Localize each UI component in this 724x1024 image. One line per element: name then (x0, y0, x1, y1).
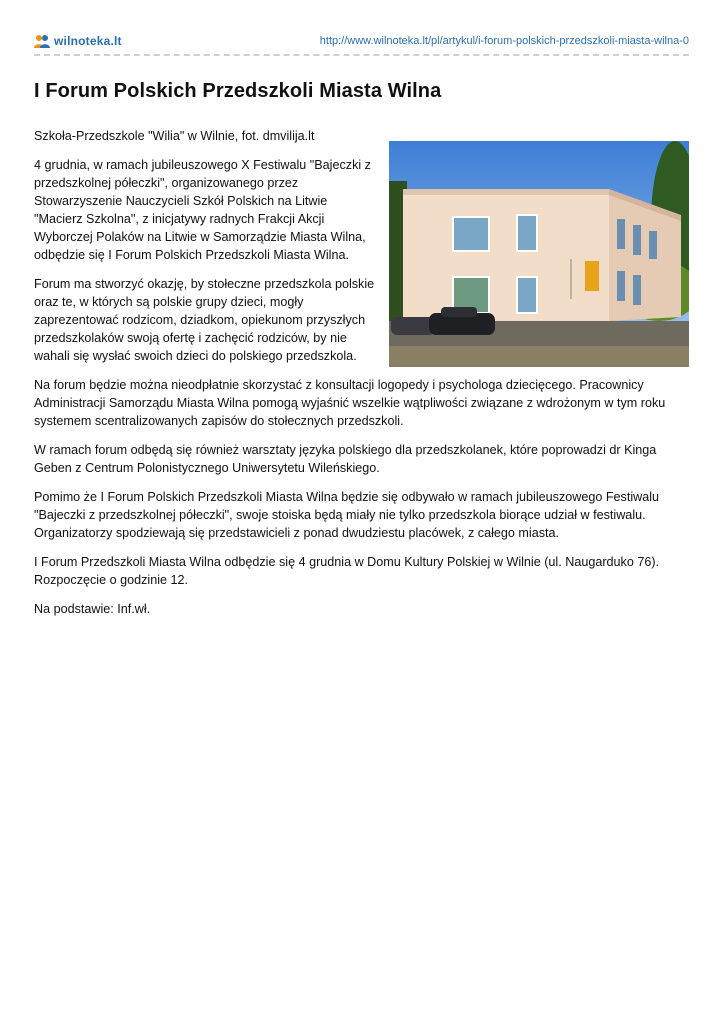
paragraph-4: W ramach forum odbędą się również warsztaty języka polskiego dla przedszkolanek, które poprowadzi dr Kinga Geben z Centrum Polonistycznego Uniwersytetu Wileńskiego. (34, 443, 657, 475)
paragraph-1: 4 grudnia, w ramach jubileuszowego X Festiwalu "Bajeczki z przedszkolnej półeczki", organizowanego przez Stowarzyszenie Nauczycieli Szkół Polskich na Litwie "Macierz Szkolna", z inicjatywy radnych Frakcji Akcji Wyborczej Polaków na Litwie w Samorządzie Miasta Wilna, odbędzie się I Forum Polskich Przedszkoli Miasta Wilna. (34, 158, 371, 262)
paragraph-6: I Forum Przedszkoli Miasta Wilna odbędzie się 4 grudnia w Domu Kultury Polskiej w Wilnie (ul. Naugarduko 76). Rozpoczęcie o godzinie 12. (34, 555, 660, 587)
paragraph-3: Na forum będzie można nieodpłatnie skorzystać z konsultacji logopedy i psychologa dziecięcego. Pracownicy Administracji Samorządu Miasta Wilna pomogą wyjaśnić wszelkie wątpliwości związane z wdrożonym w tym roku systemem scentralizowanych zapisów do stołecznych przedszkoli. (34, 378, 666, 428)
page-header (34, 34, 689, 54)
article-body (34, 127, 689, 629)
source-note: Na podstawie: Inf.wł. (34, 602, 151, 616)
people-logo-icon (34, 34, 50, 48)
header-separator (34, 54, 689, 56)
kindergarten-building-photo (389, 141, 689, 367)
site-logo[interactable] (34, 34, 122, 48)
photo-caption: Szkoła-Przedszkole "Wilia" w Wilnie, fot. dmvilija.lt (34, 129, 315, 143)
article-url-link[interactable]: http://www.wilnoteka.lt/pl/artykul/i-forum-polskich-przedszkoli-miasta-wilna-0 (319, 35, 689, 47)
paragraph-2: Forum ma stworzyć okazję, by stołeczne przedszkola polskie oraz te, w których są polskie grupy dzieci, mogły zaprezentować rodzicom, dziadkom, opiekunom przyszłych przedszkolaków swoją ofertę i zachęcić rodziców, by nie wahali się wysłać swoich dzieci do polskiego przedszkola. (34, 277, 375, 363)
article-title: I Forum Polskich Przedszkoli Miasta Wilna (34, 80, 442, 102)
paragraph-5: Pomimo że I Forum Polskich Przedszkoli Miasta Wilna będzie się odbywało w ramach jubileuszowego Festiwalu "Bajeczki z przedszkolnej półeczki", swoje stoiska będą miały nie tylko przedszkola biorące udział w festiwalu. Organizatorzy spodziewają się przedstawicieli z ponad dwudziestu placówek, z całego miasta. (34, 490, 660, 540)
site-name: wilnoteka.lt (54, 34, 122, 48)
